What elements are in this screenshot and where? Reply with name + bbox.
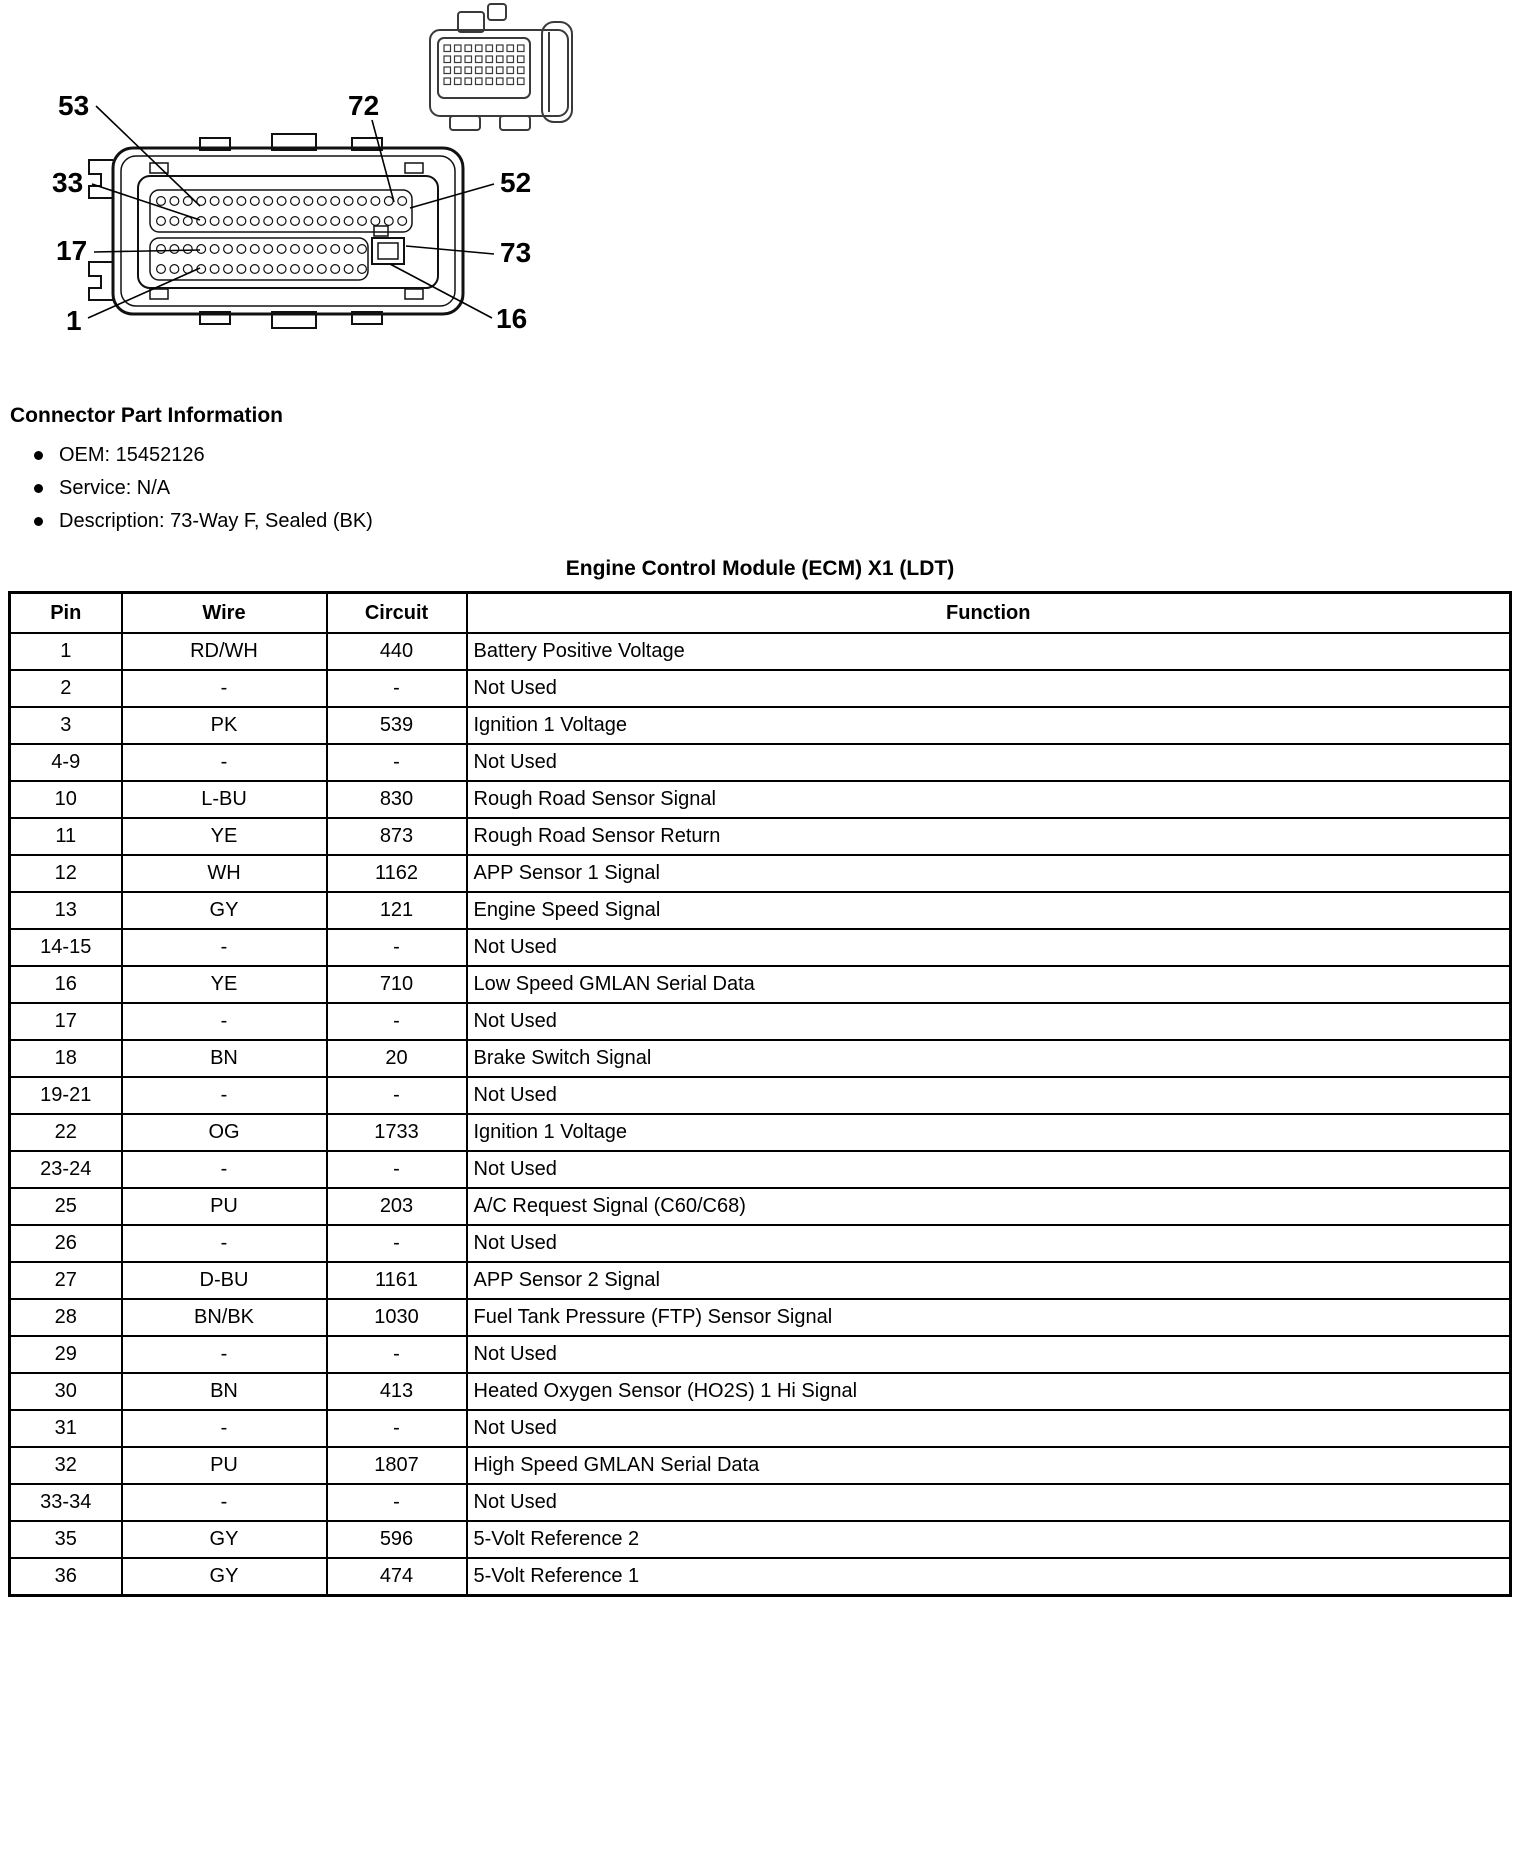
connector-3d-illustration-icon <box>430 4 572 130</box>
table-row <box>10 1151 1511 1188</box>
cell-wire: - <box>122 744 327 781</box>
table-row <box>10 781 1511 818</box>
cell-pin: 26 <box>10 1225 122 1262</box>
cell-circuit: - <box>327 1003 467 1040</box>
cell-circuit: 440 <box>327 633 467 670</box>
cell-wire: - <box>122 1077 327 1114</box>
cell-function: APP Sensor 1 Signal <box>467 855 1511 892</box>
pin-row-bottom-upper <box>157 245 367 254</box>
callout-pin-17: 17 <box>56 235 88 266</box>
cell-function: A/C Request Signal (C60/C68) <box>467 1188 1511 1225</box>
cell-function: Not Used <box>467 1336 1511 1373</box>
col-header-pin: Pin <box>10 593 122 634</box>
table-row <box>10 1040 1511 1077</box>
pin-table-head <box>10 593 1511 634</box>
table-row <box>10 1521 1511 1558</box>
cell-circuit: 1162 <box>327 855 467 892</box>
table-row <box>10 966 1511 1003</box>
table-row <box>10 855 1511 892</box>
cell-wire: - <box>122 1336 327 1373</box>
cell-wire: YE <box>122 818 327 855</box>
pin-row-bottom-lower <box>157 265 367 274</box>
col-header-function: Function <box>467 593 1511 634</box>
cell-function: Ignition 1 Voltage <box>467 1114 1511 1151</box>
cell-wire: OG <box>122 1114 327 1151</box>
cell-pin: 31 <box>10 1410 122 1447</box>
cell-circuit: 203 <box>327 1188 467 1225</box>
cell-function: Rough Road Sensor Return <box>467 818 1511 855</box>
table-row <box>10 633 1511 670</box>
cell-pin: 4-9 <box>10 744 122 781</box>
cell-circuit: 1807 <box>327 1447 467 1484</box>
cell-circuit: 873 <box>327 818 467 855</box>
cell-circuit: 20 <box>327 1040 467 1077</box>
cell-function: APP Sensor 2 Signal <box>467 1262 1511 1299</box>
cell-function: Not Used <box>467 1225 1511 1262</box>
cell-wire: BN <box>122 1373 327 1410</box>
connector-face <box>89 134 463 328</box>
cell-function: Not Used <box>467 1410 1511 1447</box>
list-item-oem <box>34 444 1520 467</box>
cell-wire: - <box>122 1484 327 1521</box>
cell-circuit: - <box>327 1225 467 1262</box>
cell-function: 5-Volt Reference 2 <box>467 1521 1511 1558</box>
list-item-description <box>34 510 1520 533</box>
callout-pin-33: 33 <box>52 167 84 198</box>
table-title: Engine Control Module (ECM) X1 (LDT) <box>565 557 955 580</box>
cell-pin: 33-34 <box>10 1484 122 1521</box>
cell-circuit: - <box>327 929 467 966</box>
col-header-circuit: Circuit <box>327 593 467 634</box>
cell-wire: PU <box>122 1188 327 1225</box>
cell-function: Fuel Tank Pressure (FTP) Sensor Signal <box>467 1299 1511 1336</box>
cell-pin: 32 <box>10 1447 122 1484</box>
header-row <box>10 593 1511 634</box>
cell-pin: 1 <box>10 633 122 670</box>
cell-pin: 11 <box>10 818 122 855</box>
bullet-icon <box>34 484 43 493</box>
cell-wire: GY <box>122 1521 327 1558</box>
cell-wire: - <box>122 1410 327 1447</box>
callout-pin-1: 1 <box>66 305 82 336</box>
cell-function: Brake Switch Signal <box>467 1040 1511 1077</box>
cell-pin: 27 <box>10 1262 122 1299</box>
cell-wire: D-BU <box>122 1262 327 1299</box>
cell-wire: - <box>122 929 327 966</box>
table-row <box>10 1188 1511 1225</box>
callout-pin-73: 73 <box>500 237 532 268</box>
cell-pin: 22 <box>10 1114 122 1151</box>
cell-wire: BN/BK <box>122 1299 327 1336</box>
table-row <box>10 1558 1511 1596</box>
cell-wire: - <box>122 670 327 707</box>
cell-wire: - <box>122 1151 327 1188</box>
table-row <box>10 744 1511 781</box>
cell-wire: PU <box>122 1447 327 1484</box>
cell-wire: GY <box>122 892 327 929</box>
cell-circuit: 710 <box>327 966 467 1003</box>
cell-function: Heated Oxygen Sensor (HO2S) 1 Hi Signal <box>467 1373 1511 1410</box>
cell-circuit: - <box>327 670 467 707</box>
table-row <box>10 1336 1511 1373</box>
cell-function: Not Used <box>467 744 1511 781</box>
terminal-grid <box>444 45 524 85</box>
cell-function: Battery Positive Voltage <box>467 633 1511 670</box>
cell-circuit: - <box>327 1336 467 1373</box>
cell-wire: - <box>122 1225 327 1262</box>
cell-function: Rough Road Sensor Signal <box>467 781 1511 818</box>
cell-function: Not Used <box>467 1151 1511 1188</box>
cell-pin: 2 <box>10 670 122 707</box>
table-row <box>10 1410 1511 1447</box>
cell-function: High Speed GMLAN Serial Data <box>467 1447 1511 1484</box>
callout-pin-16: 16 <box>496 303 528 334</box>
pin-table-body <box>10 633 1511 1596</box>
callout-pin-52: 52 <box>500 167 532 198</box>
cell-function: Not Used <box>467 929 1511 966</box>
cell-pin: 3 <box>10 707 122 744</box>
callout-pin-53: 53 <box>58 90 90 121</box>
cell-pin: 12 <box>10 855 122 892</box>
table-row <box>10 818 1511 855</box>
table-row <box>10 1373 1511 1410</box>
cell-pin: 14-15 <box>10 929 122 966</box>
cell-circuit: 1030 <box>327 1299 467 1336</box>
cell-function: Not Used <box>467 1003 1511 1040</box>
cell-pin: 35 <box>10 1521 122 1558</box>
cell-wire: GY <box>122 1558 327 1596</box>
cell-circuit: - <box>327 1484 467 1521</box>
cell-pin: 17 <box>10 1003 122 1040</box>
col-header-wire: Wire <box>122 593 327 634</box>
cell-pin: 10 <box>10 781 122 818</box>
table-row <box>10 1299 1511 1336</box>
cell-function: Low Speed GMLAN Serial Data <box>467 966 1511 1003</box>
table-row <box>10 892 1511 929</box>
cell-wire: YE <box>122 966 327 1003</box>
cell-function: Not Used <box>467 670 1511 707</box>
cell-circuit: 1733 <box>327 1114 467 1151</box>
cell-function: Not Used <box>467 1484 1511 1521</box>
bullet-icon <box>34 517 43 526</box>
cell-pin: 30 <box>10 1373 122 1410</box>
cell-circuit: 413 <box>327 1373 467 1410</box>
table-row <box>10 1484 1511 1521</box>
cell-circuit: 1161 <box>327 1262 467 1299</box>
connector-part-info-heading: Connector Part Information <box>10 404 284 427</box>
list-item-service <box>34 477 1520 500</box>
cell-wire: WH <box>122 855 327 892</box>
table-row <box>10 1077 1511 1114</box>
table-row <box>10 1447 1511 1484</box>
cell-pin: 13 <box>10 892 122 929</box>
cell-function: Not Used <box>467 1077 1511 1114</box>
table-row <box>10 929 1511 966</box>
cell-function: Engine Speed Signal <box>467 892 1511 929</box>
cell-circuit: - <box>327 1077 467 1114</box>
cell-circuit: - <box>327 1151 467 1188</box>
table-row <box>10 670 1511 707</box>
table-row <box>10 707 1511 744</box>
cell-pin: 36 <box>10 1558 122 1596</box>
description-text: Description: 73-Way F, Sealed (BK) <box>59 510 373 532</box>
cell-circuit: 121 <box>327 892 467 929</box>
bullet-icon <box>34 451 43 460</box>
cell-circuit: 596 <box>327 1521 467 1558</box>
cell-function: 5-Volt Reference 1 <box>467 1558 1511 1596</box>
table-row <box>10 1225 1511 1262</box>
cell-wire: L-BU <box>122 781 327 818</box>
cell-circuit: - <box>327 744 467 781</box>
pinout-table <box>8 591 1512 1597</box>
table-row <box>10 1003 1511 1040</box>
cell-pin: 18 <box>10 1040 122 1077</box>
cell-circuit: 539 <box>327 707 467 744</box>
cell-pin: 28 <box>10 1299 122 1336</box>
connector-diagram <box>0 0 760 400</box>
cell-function: Ignition 1 Voltage <box>467 707 1511 744</box>
cell-pin: 23-24 <box>10 1151 122 1188</box>
table-row <box>10 1262 1511 1299</box>
oem-text: OEM: 15452126 <box>59 444 205 466</box>
cell-circuit: - <box>327 1410 467 1447</box>
service-text: Service: N/A <box>59 477 171 499</box>
cell-pin: 25 <box>10 1188 122 1225</box>
table-row <box>10 1114 1511 1151</box>
callout-lines <box>88 106 494 318</box>
cell-wire: - <box>122 1003 327 1040</box>
cell-circuit: 830 <box>327 781 467 818</box>
cell-pin: 16 <box>10 966 122 1003</box>
cell-wire: RD/WH <box>122 633 327 670</box>
callout-pin-72: 72 <box>348 90 380 121</box>
cell-pin: 19-21 <box>10 1077 122 1114</box>
connector-part-info-list <box>34 444 1520 533</box>
cell-circuit: 474 <box>327 1558 467 1596</box>
cell-wire: PK <box>122 707 327 744</box>
cell-wire: BN <box>122 1040 327 1077</box>
cell-pin: 29 <box>10 1336 122 1373</box>
